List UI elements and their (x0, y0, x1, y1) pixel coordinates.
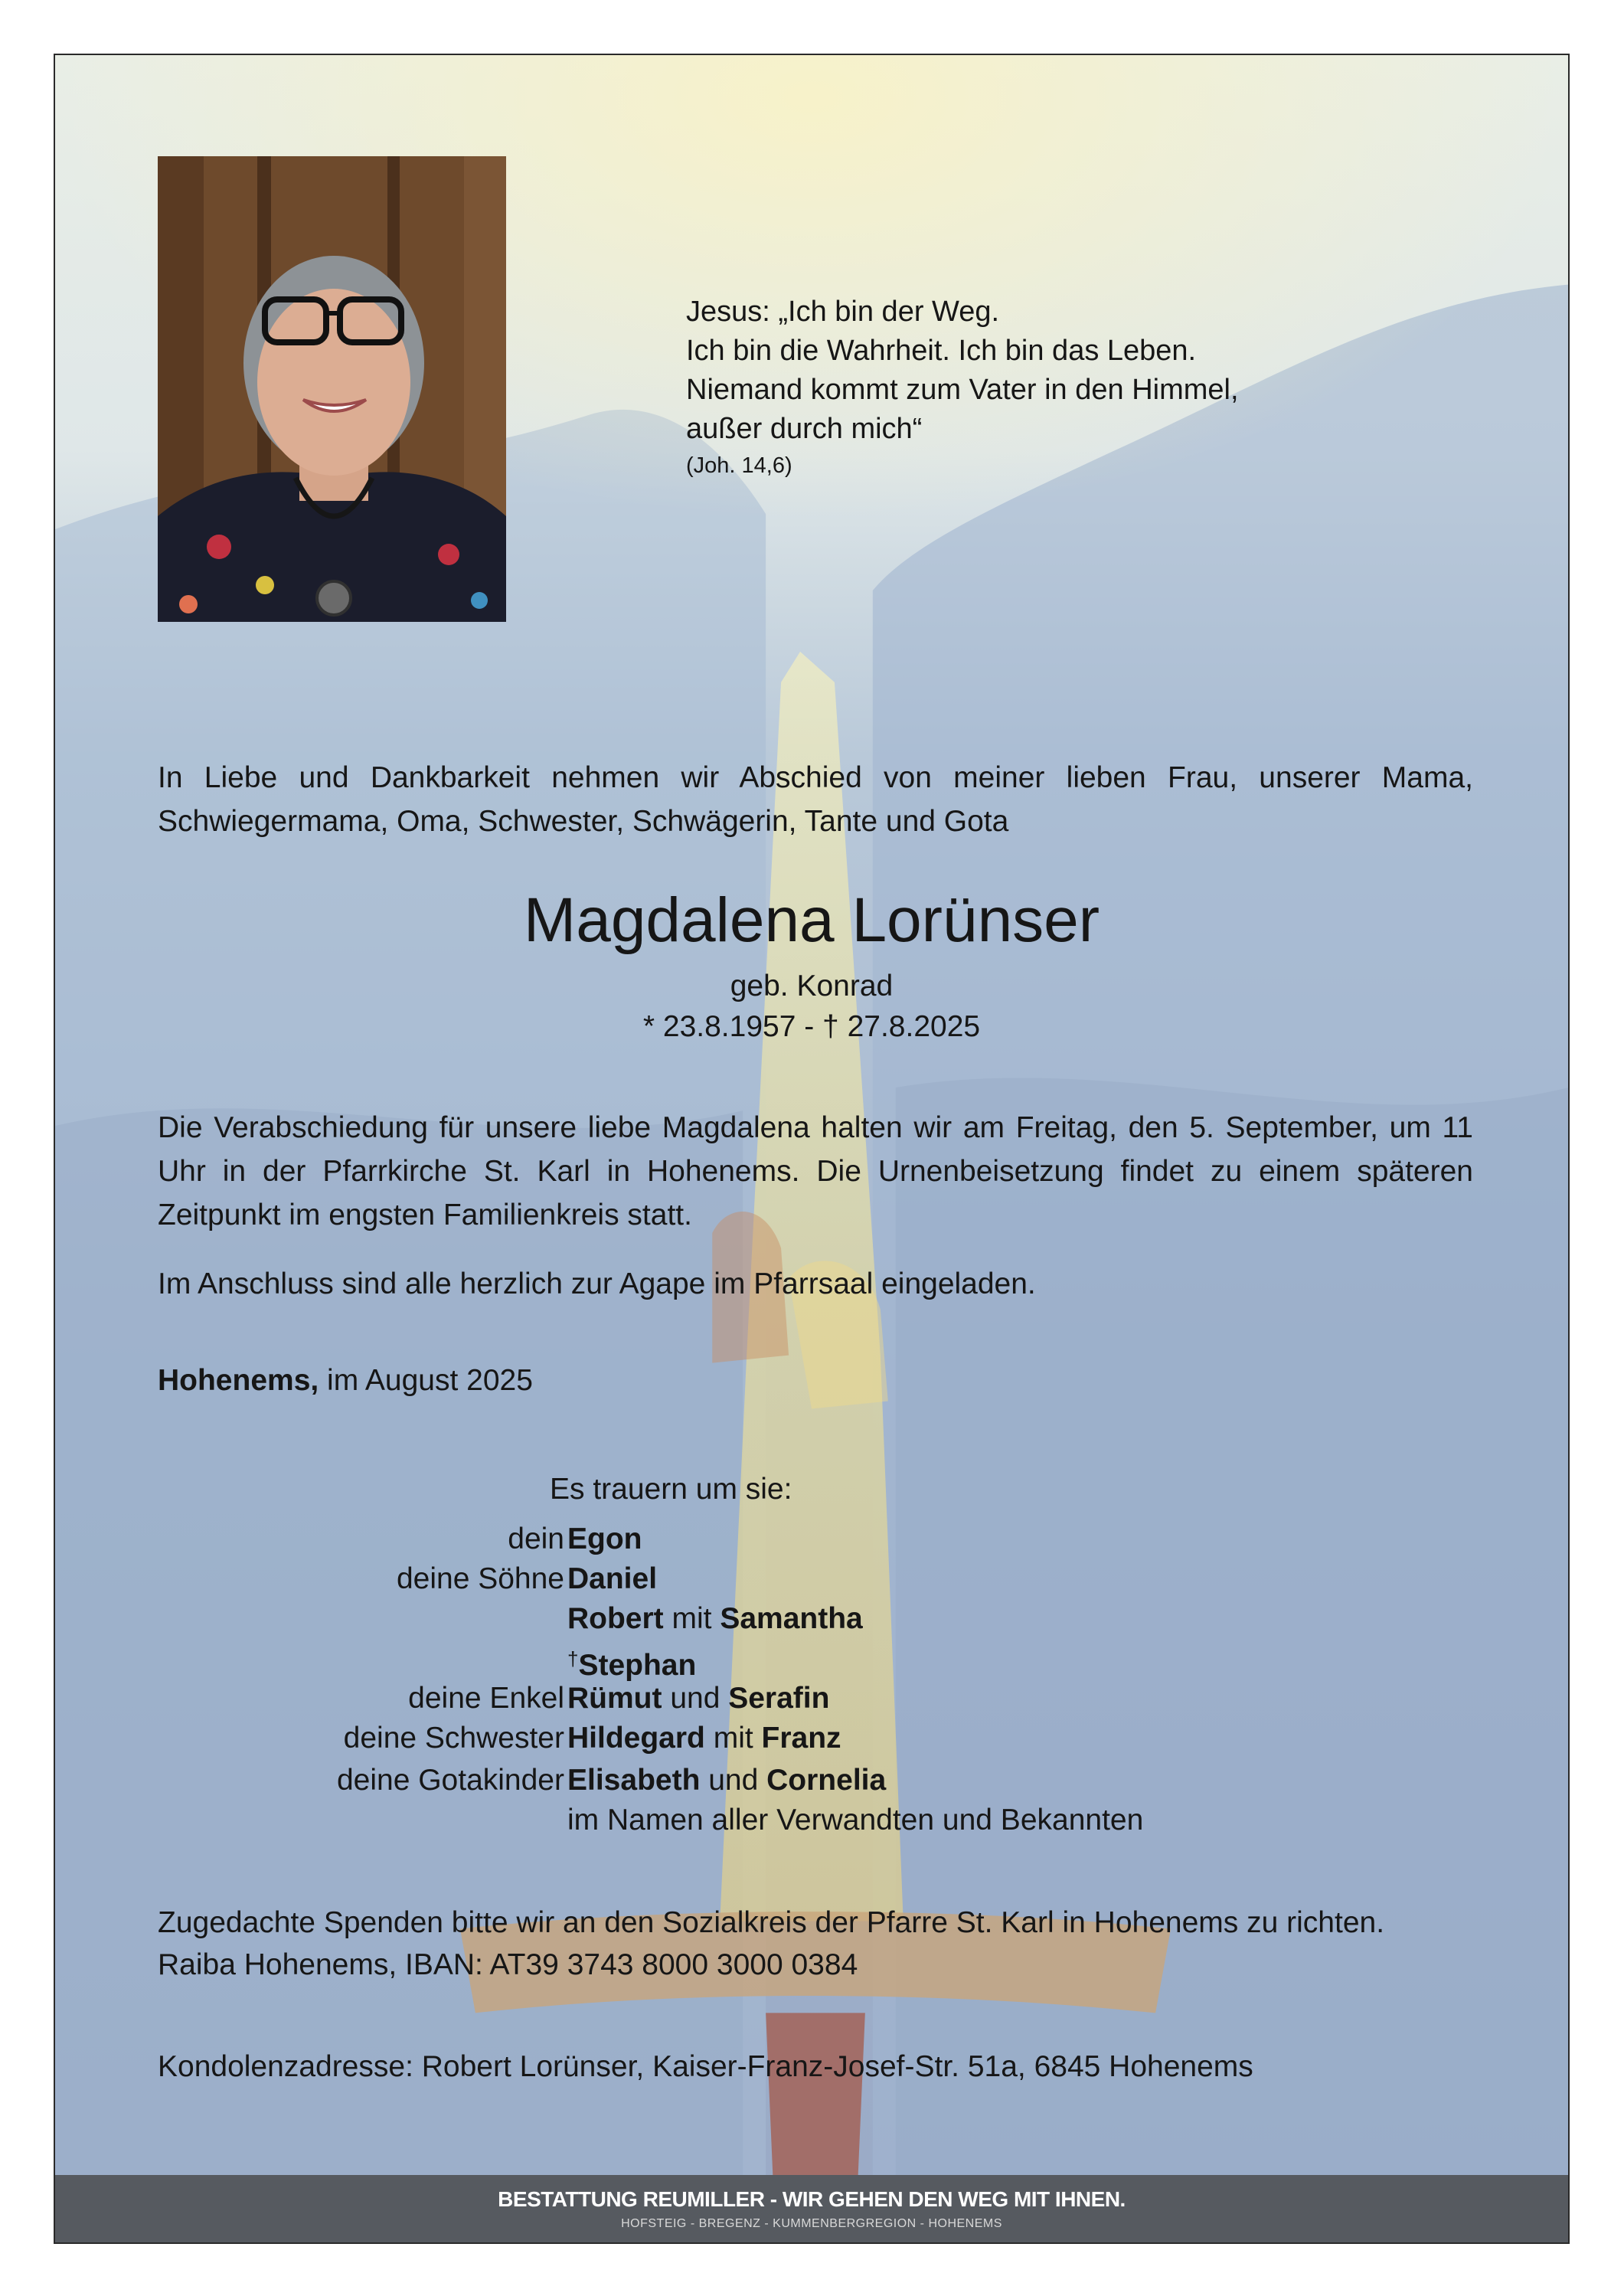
connector: und (662, 1682, 729, 1715)
mourner-name: Robert (567, 1602, 664, 1635)
footer-slogan: BESTATTUNG REUMILLER - WIR GEHEN DEN WEG MIT IHNEN. (498, 2187, 1126, 2211)
obituary-card (54, 54, 1570, 2244)
connector: mit (704, 1722, 762, 1755)
ceremony-text: Die Verabschiedung für unsere liebe Magdalena halten wir am Freitag, den 5. September, um 11 Uhr in der Pfarrkirche St. Karl in Hohenems. Die Urnenbeisetzung findet zu einem späteren Zeitpunkt im engsten Familienkreis statt. (158, 1111, 1473, 1231)
mourner-row (55, 1679, 1568, 1719)
mourner-name: Samantha (720, 1602, 863, 1635)
mourner-name: Franz (761, 1722, 841, 1755)
mourner-name: Serafin (728, 1682, 830, 1715)
condolence-address: Kondolenzadresse: Robert Lorünser, Kaiser-Franz-Josef-Str. 51a, 6845 Hohenems (158, 2050, 1253, 2083)
mourner-name: Stephan (578, 1649, 697, 1682)
iban-line: Raiba Hohenems, IBAN: AT39 3743 8000 3000 0384 (158, 1948, 858, 1981)
quote-line: Ich bin die Wahrheit. Ich bin das Leben. (686, 335, 1197, 367)
farewell-intro: In Liebe und Dankbarkeit nehmen wir Abschied von meiner lieben Frau, unserer Mama, Schwiegermama, Oma, Schwester, Schwägerin, Tante und Gota (158, 761, 1473, 838)
life-dates: * 23.8.1957 - † 27.8.2025 (642, 1010, 981, 1043)
quote-reference: (Joh. 14,6) (686, 453, 792, 478)
relation-label: deine Enkel (408, 1682, 564, 1715)
quote-line: außer durch mich“ (686, 413, 923, 445)
mourner-row (55, 1639, 1568, 1682)
footer-locations: HOFSTEIG - BREGENZ - KUMMENBERGREGION - HOHENEMS (621, 2217, 1002, 2230)
relation-label: dein (508, 1522, 564, 1555)
mourner-name: Rümut (567, 1682, 662, 1715)
mourner-row (55, 1519, 1568, 1559)
relation-label: deine Gotakinder (336, 1764, 564, 1797)
mourner-name: Elisabeth (567, 1764, 701, 1797)
date-text: im August 2025 (319, 1364, 533, 1397)
mourner-name: Cornelia (766, 1764, 887, 1797)
agape-text: Im Anschluss sind alle herzlich zur Agape im Pfarrsaal eingeladen. (158, 1267, 1036, 1300)
relation-label: deine Schwester (343, 1722, 564, 1755)
connector: mit (663, 1602, 721, 1635)
mourners-heading: Es trauern um sie: (550, 1473, 792, 1506)
deceased-name: Magdalena Lorünser (523, 885, 1100, 955)
bible-quote (686, 293, 1375, 482)
quote-line: Jesus: „Ich bin der Weg. (686, 296, 1000, 328)
mourner-name: Egon (567, 1522, 642, 1555)
quote-line: Niemand kommt zum Vater in den Himmel, (686, 374, 1239, 406)
connector: und (700, 1764, 767, 1797)
mourner-row (55, 1559, 1568, 1599)
place-date (158, 1361, 533, 1401)
mourner-name: Hildegard (567, 1722, 705, 1755)
mourner-name: Daniel (567, 1562, 658, 1595)
relatives-note: im Namen aller Verwandten und Bekannten (567, 1804, 1144, 1836)
mourner-row (55, 1800, 1568, 1840)
donation-line: Zugedachte Spenden bitte wir an den Sozialkreis der Pfarre St. Karl in Hohenems zu richten. (158, 1906, 1385, 1939)
portrait-photo (158, 156, 506, 622)
relation-label: deine Söhne (396, 1562, 564, 1595)
cross-icon: † (567, 1647, 579, 1670)
mourner-row (55, 1719, 1568, 1758)
place-name: Hohenems, (158, 1364, 319, 1397)
mourner-row (55, 1761, 1568, 1800)
mourner-row (55, 1599, 1568, 1639)
birth-name: geb. Konrad (730, 970, 894, 1002)
footer-bar (55, 2175, 1568, 2242)
